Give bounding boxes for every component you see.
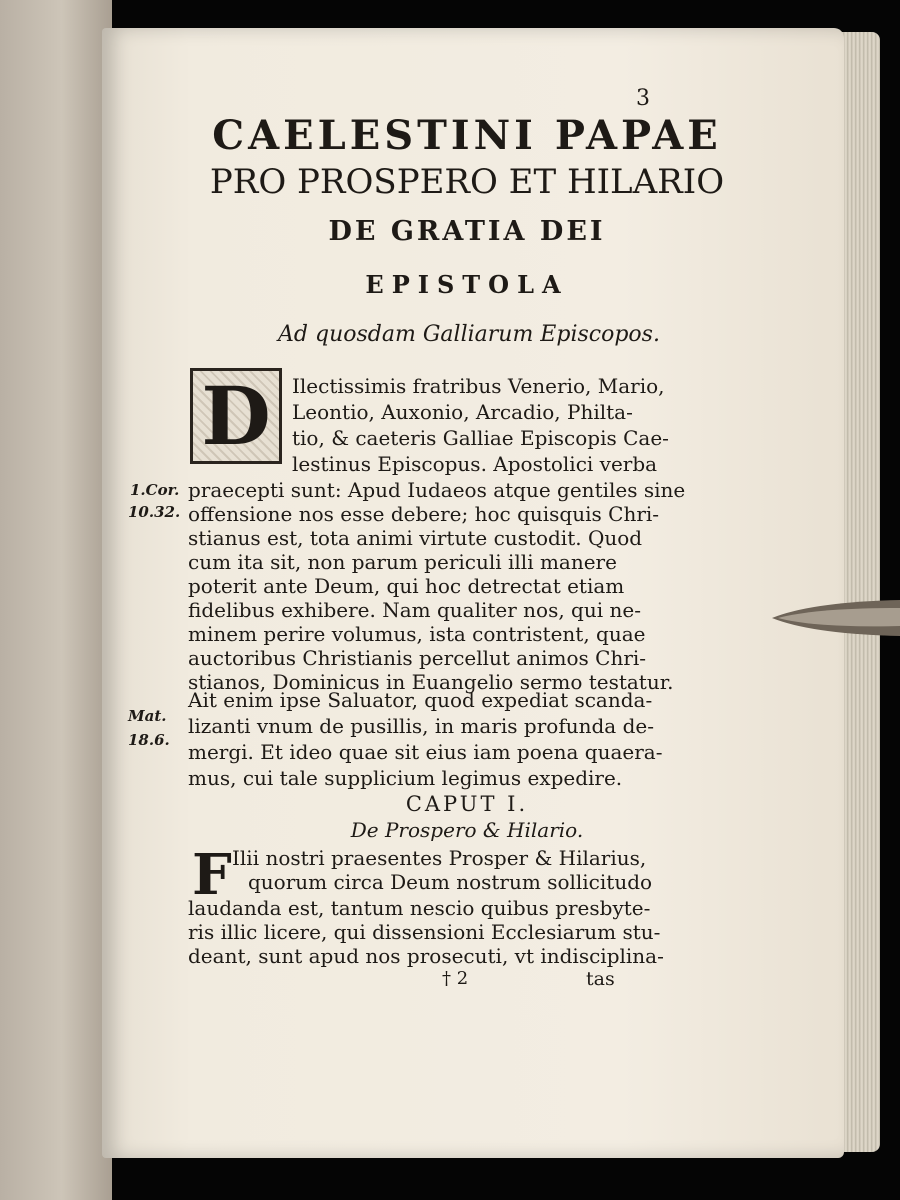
body-line: mergi. Et ideo quae sit eius iam poena quaera- xyxy=(188,740,663,764)
body-line: minem perire volumus, ista contristent, quae xyxy=(188,622,646,646)
body-line: stianus est, tota animi virtute custodit. Quod xyxy=(188,526,643,550)
margin-note-ref: 18.6. xyxy=(128,731,170,749)
title-line-4: EPISTOLA xyxy=(365,270,569,299)
margin-note-ref: Mat. xyxy=(128,707,167,725)
opening-line: Ilectissimis fratribus Venerio, Mario, xyxy=(292,374,665,398)
signature-mark: † 2 xyxy=(442,968,469,989)
margin-note-ref: 1.Cor. xyxy=(130,481,180,499)
margin-note-ref: 10.32. xyxy=(128,503,181,521)
chapter-line: deant, sunt apud nos prosecuti, vt indisciplina- xyxy=(188,944,664,968)
chapter-line: quorum circa Deum nostrum sollicitudo xyxy=(248,870,653,894)
body-line: mus, cui tale supplicium legimus expedire. xyxy=(188,766,623,790)
chapter-line: Ilii nostri praesentes Prosper & Hilarius, xyxy=(232,846,647,870)
body-line: offensione nos esse debere; hoc quisquis Chri- xyxy=(188,502,660,526)
title-line-1: CAELESTINI PAPAE xyxy=(212,112,722,159)
title-line-3: DE GRATIA DEI xyxy=(328,216,606,247)
body-line: cum ita sit, non parum periculi illi manere xyxy=(188,550,617,574)
bookmark-clip xyxy=(772,596,900,640)
body-line: praecepti sunt: Apud Iudaeos atque gentiles sine xyxy=(188,478,686,502)
body-line: Ait enim ipse Saluator, quod expediat scanda- xyxy=(188,688,653,712)
body-line: auctoribus Christianis percellut animos Chri- xyxy=(188,646,647,670)
chapter-heading: CAPUT I. xyxy=(405,792,529,816)
opening-line: tio, & caeteris Galliae Episcopis Cae- xyxy=(292,426,669,450)
body-line: fidelibus exhibere. Nam qualiter nos, qui ne- xyxy=(188,598,641,622)
opening-line: lestinus Episcopus. Apostolici verba xyxy=(292,452,658,476)
chapter-drop-cap: F xyxy=(192,842,232,908)
subtitle: Ad quosdam Galliarum Episcopos. xyxy=(278,322,660,347)
chapter-line: ris illic licere, qui dissensioni Ecclesiarum stu- xyxy=(188,920,661,944)
chapter-line: laudanda est, tantum nescio quibus presbyte- xyxy=(188,896,651,920)
chapter-subheading: De Prospero & Hilario. xyxy=(350,818,584,842)
ornamental-drop-cap xyxy=(190,368,282,464)
body-line: poterit ante Deum, qui hoc detrectat etiam xyxy=(188,574,625,598)
title-line-2: PRO PROSPERO ET HILARIO xyxy=(209,162,725,202)
body-line: lizanti vnum de pusillis, in maris profunda de- xyxy=(188,714,654,738)
drop-cap-letter: D xyxy=(201,369,271,463)
opening-line: Leontio, Auxonio, Arcadio, Philta- xyxy=(292,400,633,424)
catchword: tas xyxy=(586,968,615,990)
body-line: stianos, Dominicus in Euangelio sermo testatur. xyxy=(188,670,674,694)
page-number: 3 xyxy=(636,86,650,111)
